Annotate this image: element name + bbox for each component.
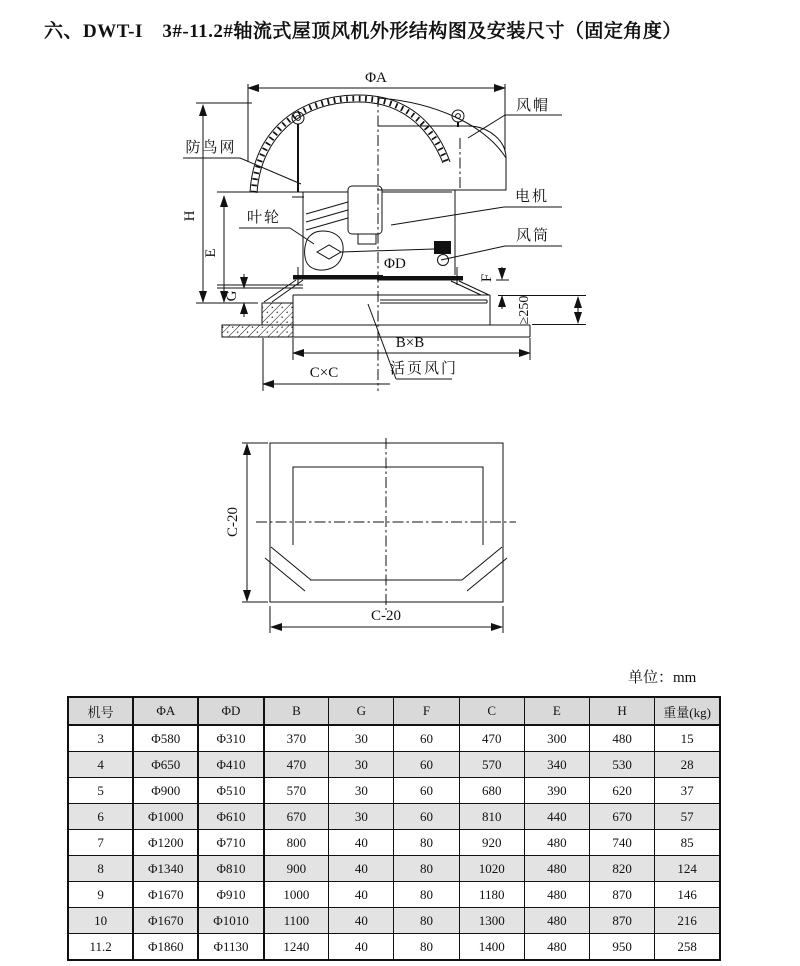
table-cell: 80 bbox=[394, 882, 459, 908]
col-header-E: E bbox=[524, 697, 589, 725]
table-cell: Φ1670 bbox=[133, 908, 198, 934]
dim-H: H bbox=[182, 210, 198, 222]
flange-right bbox=[377, 276, 463, 281]
table-cell: 30 bbox=[329, 752, 394, 778]
wind-cap-body bbox=[377, 126, 506, 190]
table-cell: Φ910 bbox=[198, 882, 263, 908]
table-cell: 4 bbox=[68, 752, 133, 778]
label-damper: 活页风门 bbox=[389, 361, 459, 377]
table-cell: 370 bbox=[264, 725, 329, 752]
table-cell: 920 bbox=[459, 830, 524, 856]
table-cell: 80 bbox=[394, 934, 459, 961]
table-row bbox=[68, 856, 720, 882]
dim-min250: ≥250 bbox=[517, 295, 532, 325]
table-cell: 480 bbox=[524, 908, 589, 934]
table-cell: 470 bbox=[459, 725, 524, 752]
table-cell: 1020 bbox=[459, 856, 524, 882]
table-cell: 620 bbox=[590, 778, 655, 804]
table-cell: 216 bbox=[655, 908, 720, 934]
table-cell: 1240 bbox=[264, 934, 329, 961]
table-cell: 950 bbox=[590, 934, 655, 961]
table-cell: 740 bbox=[590, 830, 655, 856]
table-cell: 3 bbox=[68, 725, 133, 752]
table-cell: 8 bbox=[68, 856, 133, 882]
fan-side-view bbox=[182, 70, 586, 391]
roof-slab-hatch bbox=[222, 325, 293, 337]
plan-inner-rect bbox=[293, 467, 483, 545]
table-cell: 60 bbox=[394, 725, 459, 752]
spec-table-body bbox=[68, 725, 720, 960]
table-cell: Φ1010 bbox=[198, 908, 263, 934]
table-row bbox=[68, 725, 720, 752]
callout-wind-cap bbox=[468, 97, 562, 138]
table-cell: 11.2 bbox=[68, 934, 133, 961]
table-cell: Φ900 bbox=[133, 778, 198, 804]
dim-C20-horizontal: C-20 bbox=[371, 608, 401, 624]
table-cell: 30 bbox=[329, 725, 394, 752]
table-cell: 1000 bbox=[264, 882, 329, 908]
table-cell: 80 bbox=[394, 908, 459, 934]
label-bird-net: 防鸟网 bbox=[185, 140, 237, 156]
spec-table bbox=[67, 696, 721, 961]
col-header-G: G bbox=[329, 697, 394, 725]
dim-C20-vertical: C-20 bbox=[225, 507, 241, 537]
table-cell: Φ1860 bbox=[133, 934, 198, 961]
table-cell: 480 bbox=[524, 882, 589, 908]
table-cell: 480 bbox=[590, 725, 655, 752]
table-cell: 6 bbox=[68, 804, 133, 830]
dim-BxB: B×B bbox=[395, 335, 425, 351]
table-cell: 146 bbox=[655, 882, 720, 908]
dim-phiA: ΦA bbox=[365, 70, 387, 86]
dim-E: E bbox=[203, 248, 219, 258]
table-cell: 40 bbox=[329, 882, 394, 908]
table-cell: 480 bbox=[524, 856, 589, 882]
motor-shape bbox=[306, 186, 382, 244]
eyebolt-left bbox=[292, 112, 304, 197]
table-cell: 480 bbox=[524, 830, 589, 856]
col-header-B: B bbox=[264, 697, 329, 725]
table-cell: Φ710 bbox=[198, 830, 263, 856]
table-cell: 680 bbox=[459, 778, 524, 804]
table-cell: 60 bbox=[394, 778, 459, 804]
table-cell: 440 bbox=[524, 804, 589, 830]
col-header-weight: 重量(kg) bbox=[655, 697, 720, 725]
table-cell: Φ1200 bbox=[133, 830, 198, 856]
label-impeller: 叶轮 bbox=[246, 210, 282, 226]
header-row bbox=[68, 697, 720, 725]
table-cell: 1100 bbox=[264, 908, 329, 934]
label-wind-cap: 风帽 bbox=[515, 98, 551, 114]
callout-motor bbox=[391, 187, 562, 225]
table-row bbox=[68, 778, 720, 804]
table-cell: 30 bbox=[329, 778, 394, 804]
dim-CxC: C×C bbox=[309, 365, 339, 381]
table-cell: 670 bbox=[264, 804, 329, 830]
table-cell: Φ310 bbox=[198, 725, 263, 752]
table-cell: 40 bbox=[329, 934, 394, 961]
table-cell: 124 bbox=[655, 856, 720, 882]
col-header-phiD: ΦD bbox=[198, 697, 263, 725]
table-cell: Φ810 bbox=[198, 856, 263, 882]
col-header-F: F bbox=[394, 697, 459, 725]
table-cell: Φ580 bbox=[133, 725, 198, 752]
table-row bbox=[68, 752, 720, 778]
table-cell: Φ1670 bbox=[133, 882, 198, 908]
table-cell: 40 bbox=[329, 830, 394, 856]
dim-F: F bbox=[479, 273, 495, 283]
table-row bbox=[68, 934, 720, 961]
dim-phiD: ΦD bbox=[384, 256, 406, 272]
table-cell: 810 bbox=[459, 804, 524, 830]
table-cell: 7 bbox=[68, 830, 133, 856]
table-cell: 85 bbox=[655, 830, 720, 856]
table-row bbox=[68, 882, 720, 908]
table-row bbox=[68, 908, 720, 934]
table-cell: 57 bbox=[655, 804, 720, 830]
table-cell: 80 bbox=[394, 830, 459, 856]
spec-table-head bbox=[68, 697, 720, 725]
table-cell: 820 bbox=[590, 856, 655, 882]
table-cell: 570 bbox=[459, 752, 524, 778]
table-cell: 390 bbox=[524, 778, 589, 804]
callout-duct bbox=[441, 227, 562, 260]
table-cell: 340 bbox=[524, 752, 589, 778]
table-cell: 470 bbox=[264, 752, 329, 778]
table-cell: 570 bbox=[264, 778, 329, 804]
unit-note: 单位：mm bbox=[628, 670, 697, 686]
concrete-curb-hatch bbox=[262, 303, 293, 325]
table-cell: 800 bbox=[264, 830, 329, 856]
callout-bird-net bbox=[183, 139, 301, 184]
table-cell: 28 bbox=[655, 752, 720, 778]
table-cell: 37 bbox=[655, 778, 720, 804]
table-cell: 9 bbox=[68, 882, 133, 908]
table-cell: 870 bbox=[590, 882, 655, 908]
label-motor: 电机 bbox=[514, 189, 550, 205]
table-cell: 258 bbox=[655, 934, 720, 961]
technical-drawing bbox=[0, 50, 800, 650]
table-cell: Φ510 bbox=[198, 778, 263, 804]
dim-G: G bbox=[224, 290, 240, 302]
table-cell: Φ410 bbox=[198, 752, 263, 778]
table-cell: 1300 bbox=[459, 908, 524, 934]
table-cell: Φ610 bbox=[198, 804, 263, 830]
table-cell: 10 bbox=[68, 908, 133, 934]
table-cell: 480 bbox=[524, 934, 589, 961]
table-cell: 300 bbox=[524, 725, 589, 752]
table-cell: Φ1000 bbox=[133, 804, 198, 830]
col-header-phiA: ΦA bbox=[133, 697, 198, 725]
table-cell: 870 bbox=[590, 908, 655, 934]
table-cell: 60 bbox=[394, 804, 459, 830]
table-cell: Φ1340 bbox=[133, 856, 198, 882]
col-header-model: 机号 bbox=[68, 697, 133, 725]
table-cell: 15 bbox=[655, 725, 720, 752]
table-row bbox=[68, 830, 720, 856]
table-cell: Φ1130 bbox=[198, 934, 263, 961]
table-row bbox=[68, 804, 720, 830]
table-cell: 30 bbox=[329, 804, 394, 830]
page-title: 六、DWT-I 3#-11.2#轴流式屋顶风机外形结构图及安装尺寸（固定角度） bbox=[44, 21, 682, 42]
flange-left bbox=[293, 275, 383, 280]
table-cell: 40 bbox=[329, 908, 394, 934]
table-cell: 530 bbox=[590, 752, 655, 778]
table-cell: 900 bbox=[264, 856, 329, 882]
table-cell: 80 bbox=[394, 856, 459, 882]
table-cell: 5 bbox=[68, 778, 133, 804]
table-cell: Φ650 bbox=[133, 752, 198, 778]
col-header-H: H bbox=[590, 697, 655, 725]
table-cell: 1180 bbox=[459, 882, 524, 908]
table-cell: 60 bbox=[394, 752, 459, 778]
table-cell: 670 bbox=[590, 804, 655, 830]
fan-plan-view bbox=[225, 438, 516, 633]
table-cell: 40 bbox=[329, 856, 394, 882]
bird-net-outline bbox=[250, 95, 450, 192]
table-cell: 1400 bbox=[459, 934, 524, 961]
label-duct: 风筒 bbox=[515, 228, 551, 244]
col-header-C: C bbox=[459, 697, 524, 725]
